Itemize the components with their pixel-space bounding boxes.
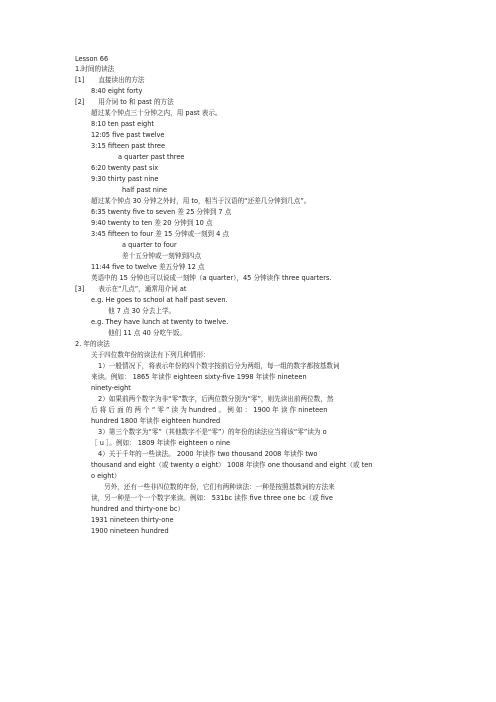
past-example: 9:30 thirty past nine (91, 175, 159, 183)
item-2-title: 用介词 to 和 past 的方法 (98, 98, 174, 106)
at-example: e.g. He goes to school at half past seven. (91, 296, 228, 304)
item-2-marker: [2] (75, 98, 85, 106)
past-example: a quarter past three (118, 153, 185, 161)
to-example: 3:45 fifteen to four 差 15 分钟或一刻到 4 点 (91, 230, 230, 238)
past-rule: 超过某个钟点三十分钟之内，用 past 表示。 (91, 109, 222, 117)
year-paragraph-line: hundred 1800 年读作 eighteen hundred (91, 417, 221, 425)
year-paragraph-line: 来读。例如： 1865 年读作 eighteen sixty-five 1998 年读作 nineteen (91, 373, 307, 381)
quarter-note: 英语中的 15 分钟也可以说成一刻钟（a quarter），45 分钟读作 three quarters. (91, 274, 332, 282)
year-paragraph-line: 1900 nineteen hundred (91, 527, 169, 535)
past-example: 3:15 fifteen past three (91, 142, 166, 150)
item-2 (75, 98, 174, 106)
past-example: half past nine (122, 186, 168, 194)
past-example: 8:10 ten past eight (91, 120, 155, 128)
past-example: 12:05 five past twelve (91, 131, 165, 139)
item-1-line: 8:40 eight forty (91, 87, 143, 95)
year-paragraph-line: thousand and eight（或 twenty o eight） 1008 年读作 one thousand and eight（或 ten (91, 461, 373, 469)
year-paragraph-line: ［ u ］。例如： 1809 年读作 eighteen o nine (91, 439, 231, 447)
year-paragraph-line: 1931 nineteen thirty-one (91, 516, 174, 524)
item-1-marker: [1] (75, 76, 85, 84)
year-paragraph-line: o eight） (91, 472, 121, 480)
section-1-heading: 1.时间的读法 (75, 65, 115, 73)
item-1-title: 直接读出的方法 (98, 76, 145, 84)
to-example: 9:40 twenty to ten 差 20 分钟到 10 点 (91, 219, 213, 227)
past-example: 6:20 twenty past six (91, 164, 159, 172)
year-paragraph-line: 读，另一种是一个一个数字来读。例如： 531bc 读作 five three one bc（或 five (91, 494, 333, 502)
year-paragraph-line: 2）如果前两个数字为非“零”数字，后两位数分别为“零”，则先读出前两位数，然 (98, 395, 334, 403)
item-3-marker: [3] (75, 285, 85, 293)
at-example: 他们 11 点 40 分吃午饭。 (108, 329, 186, 337)
to-example: 6:35 twenty five to seven 差 25 分钟到 7 点 (91, 208, 232, 216)
section-2-intro: 关于四位数年份的读法有下列几种情形： (91, 351, 210, 359)
year-paragraph-line: 后 将 后 面 的 两 个 “ 零 ” 读 为 hundred 。 例 如 ： 1900 年 读 作 nineteen (91, 406, 328, 414)
at-example: 他 7 点 30 分去上学。 (108, 307, 176, 315)
to-example: 差十五分钟或一刻钟到四点 (122, 252, 202, 260)
to-example: 11:44 five to twelve 差五分钟 12 点 (91, 263, 205, 271)
year-paragraph-line: 1）一般情况下，将表示年份的四个数字按前后分为两组，每一组的数字都按基数词 (98, 362, 340, 370)
year-paragraph-line: 另外，还有一些非四位数的年份，它们有两种读法：一种是按照基数词的方法来 (104, 483, 335, 491)
section-2-heading: 2. 年的读法 (75, 340, 110, 348)
lesson-title: Lesson 66 (75, 55, 109, 63)
year-paragraph-line: 3）第三个数字为“零”（其他数字不是“零”）的年份的读法应当将该“零”读为 o (98, 428, 327, 436)
item-1 (75, 76, 145, 84)
item-3-title: 表示在“几点”，通常用介词 at (98, 285, 187, 293)
year-paragraph-line: ninety-eight (91, 384, 131, 392)
year-paragraph-line: 4）关于千年的一些读法。 2000 年读作 two thousand 2008 年读作 two (98, 450, 318, 458)
to-rule: 超过某个钟点 30 分钟之外时，用 to，相当于汉语的“还差几分钟到几点”。 (91, 197, 311, 205)
at-example: e.g. They have lunch at twenty to twelve. (91, 318, 229, 326)
item-3 (75, 285, 186, 293)
to-example: a quarter to four (122, 241, 177, 249)
year-paragraph-line: hundred and thirty-one bc） (91, 505, 185, 513)
